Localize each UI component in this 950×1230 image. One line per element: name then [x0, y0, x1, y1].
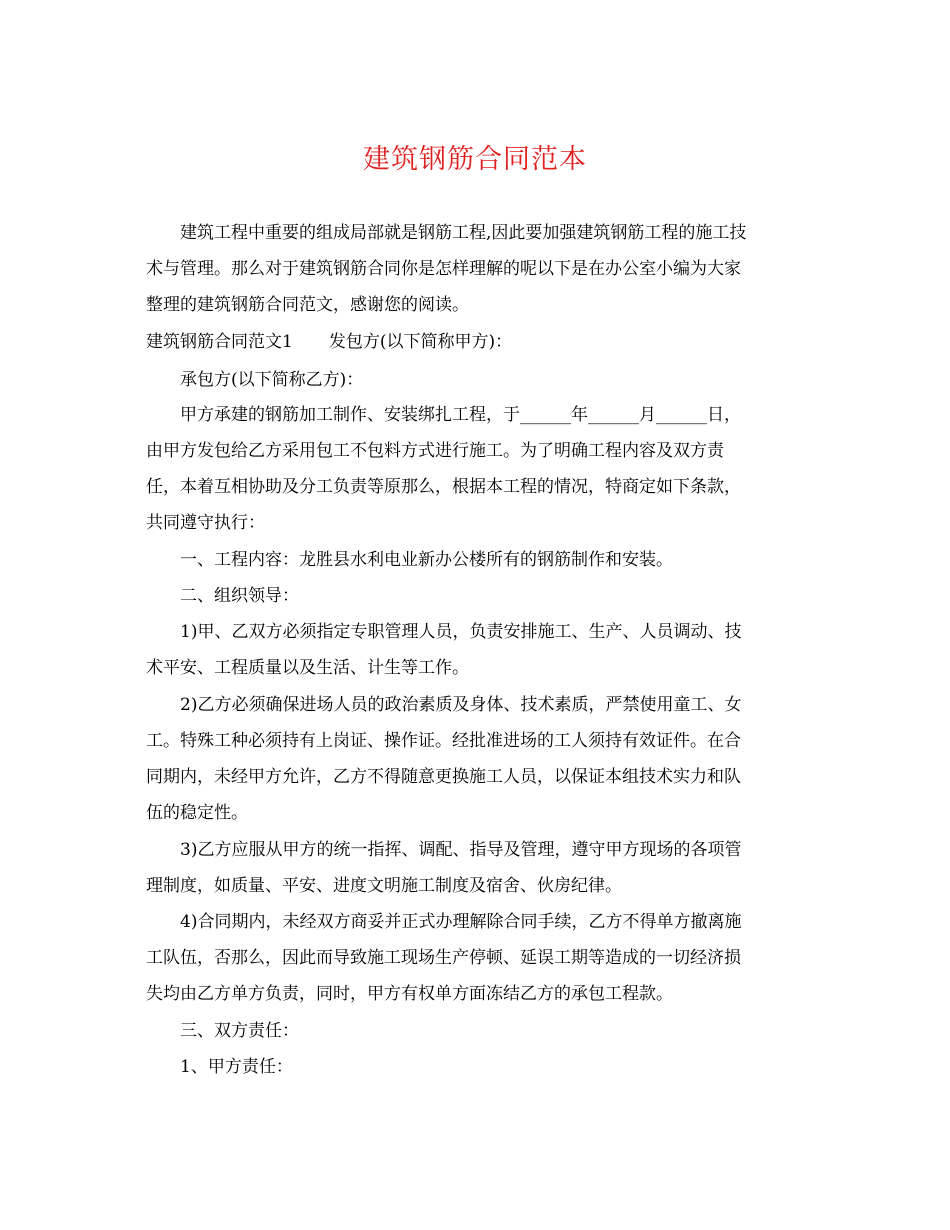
paragraph-line: 整理的建筑钢筋合同范文，感谢您的阅读。	[146, 295, 469, 315]
paragraph-line: 建筑工程中重要的组成局部就是钢筋工程,因此要加强建筑钢筋工程的施工技	[180, 223, 747, 243]
document-title: 建筑钢筋合同范本	[363, 144, 587, 175]
paragraph-line: 同期内，未经甲方允许，乙方不得随意更换施工人员，以保证本组技术实力和队	[146, 767, 741, 787]
party-a-label: 发包方(以下简称甲方)：	[328, 332, 513, 352]
paragraph-line: 失均由乙方单方负责，同时，甲方有权单方面冻结乙方的承包工程款。	[146, 984, 673, 1004]
paragraph-line: 由甲方发包给乙方采用包工不包料方式进行施工。为了明确工程内容及双方责	[146, 441, 724, 461]
party-b-label: 承包方(以下简称乙方)：	[180, 370, 364, 390]
contract-sample-label: 建筑钢筋合同范文1	[146, 332, 293, 352]
paragraph-line: 工。特殊工种必须持有上岗证、操作证。经批准进场的工人须持有效证件。在合	[146, 731, 741, 751]
clause-heading: 三、双方责任：	[180, 1021, 299, 1041]
paragraph-line: 3)乙方应服从甲方的统一指挥、调配、指导及管理，遵守甲方现场的各项管	[180, 840, 742, 860]
paragraph-line: 工队伍，否那么，因此而导致施工现场生产停顿、延误工期等造成的一切经济损	[146, 948, 741, 968]
paragraph-line: 4)合同期内，未经双方商妥并正式办理解除合同手续，乙方不得单方撤离施	[180, 912, 742, 932]
paragraph-line: 2)乙方必须确保进场人员的政治素质及身体、技术素质，严禁使用童工、女	[180, 695, 742, 715]
clause-heading: 二、组织领导：	[180, 586, 299, 606]
clause-heading: 一、工程内容：龙胜县水利电业新办公楼所有的钢筋制作和安装。	[180, 550, 673, 570]
paragraph-line: 任，本着互相协助及分工负责等原那么，根据本工程的情况，特商定如下条款，	[146, 477, 741, 497]
paragraph-line: 理制度，如质量、平安、进度文明施工制度及宿舍、伙房纪律。	[146, 876, 622, 896]
paragraph-line: 甲方承建的钢筋加工制作、安装绑扎工程，于______年______月______日，	[180, 405, 741, 425]
clause-subheading: 1、甲方责任：	[180, 1057, 293, 1077]
paragraph-line: 术平安、工程质量以及生活、计生等工作。	[146, 658, 469, 678]
paragraph-line: 共同遵守执行：	[146, 513, 265, 533]
section-heading-line	[146, 330, 512, 354]
paragraph-line: 1)甲、乙双方必须指定专职管理人员，负责安排施工、生产、人员调动、技	[180, 622, 742, 642]
paragraph-line: 术与管理。那么对于建筑钢筋合同你是怎样理解的呢以下是在办公室小编为大家	[146, 259, 741, 279]
paragraph-line: 伍的稳定性。	[146, 803, 248, 823]
